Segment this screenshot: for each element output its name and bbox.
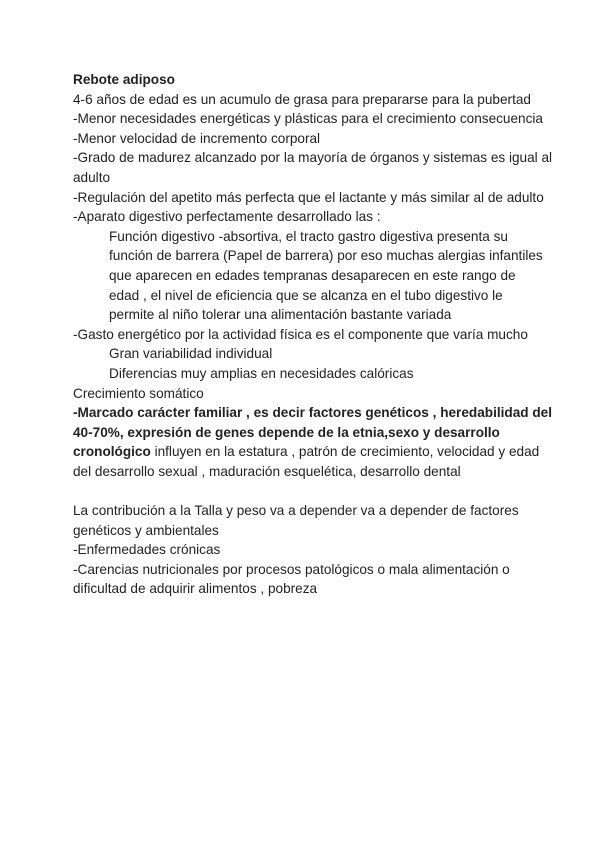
paragraph-chronic-diseases: -Enfermedades crónicas — [73, 542, 221, 558]
paragraph-individual-variability: Gran variabilidad individual — [109, 346, 273, 362]
paragraph-familiar-character-bold: -Marcado carácter familiar , es decir factores genéticos , heredabilidad del 40-70%, expresión de genes depende de la etnia,sexo y desarrollo cronológico — [73, 405, 552, 460]
paragraph-caloric-differences: Diferencias muy amplias en necesidades calóricas — [109, 365, 414, 381]
paragraph-maturity: -Grado de madurez alcanzado por la mayoría de órganos y sistemas es igual al adulto — [73, 150, 553, 185]
blank-line — [73, 481, 553, 501]
paragraph-height-weight: La contribución a la Talla y peso va a depender va a depender de factores genéticos y ambientales — [73, 503, 519, 538]
paragraph-familiar-character-rest: influyen en la estatura , patrón de crecimiento, velocidad y edad del desarrollo sexual , maduración esquelética, desarrollo dental — [73, 444, 540, 479]
paragraph-nutritional-deficiencies: -Carencias nutricionales por procesos patológicos o mala alimentación o dificultad de adquirir alimentos , pobreza — [73, 561, 510, 597]
paragraph-familiar-character — [73, 403, 553, 481]
section-title-rebote-adiposo: Rebote adiposo — [73, 72, 175, 87]
document-body — [73, 70, 553, 599]
paragraph-growth-speed: -Menor velocidad de incremento corporal — [73, 130, 321, 146]
paragraph-digestive-system: -Aparato digestivo perfectamente desarrollado las : — [73, 209, 381, 225]
paragraph-age-range: 4-6 años de edad es un acumulo de grasa para prepararse para la pubertad — [73, 91, 531, 107]
paragraph-energy-needs: -Menor necesidades energéticas y plásticas para el crecimiento consecuencia — [73, 111, 543, 127]
paragraph-energy-expenditure: -Gasto energético por la actividad física es el componente que varía mucho — [73, 326, 528, 342]
paragraph-appetite: -Regulación del apetito más perfecta que el lactante y más similar al de adulto — [73, 189, 544, 205]
paragraph-digestive-function: Función digestivo -absortiva, el tracto gastro digestiva presenta su función de barrera (Papel de barrera) por eso muchas alergias infantiles que aparecen en edades tempranas desaparecen en este rango de edad , el nivel de eficiencia que se alcanza en el tubo digestivo le permite al niño tolerar una alimentación bastante variada — [109, 228, 543, 323]
section-heading-crecimiento-somatico: Crecimiento somático — [73, 385, 204, 401]
